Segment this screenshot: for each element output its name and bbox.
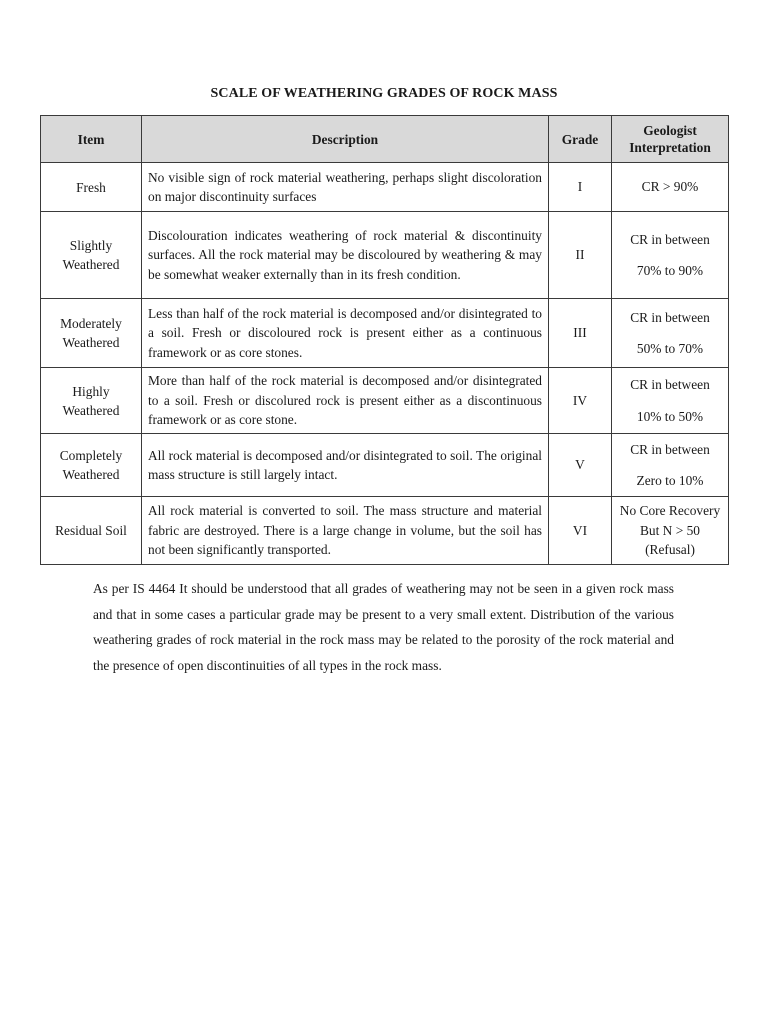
table-row [41,212,729,299]
row-interpretation [612,163,729,212]
interpretation-line: CR in between [630,377,710,392]
note-paragraph: As per IS 4464 It should be understood that all grades of weathering may not be seen in a given rock mass and that in some cases a particular grade may be present to a very small extent. Distribution of the various weathering grades of rock material in the rock mass may be related to the porosity of the rock material and the presence of open discontinuities of all types in the rock mass. [93,581,674,673]
table-row [41,434,729,497]
row-grade: I [549,163,612,212]
interpretation-range: 10% to 50% [636,408,704,424]
row-item: Moderately Weathered [41,299,142,368]
weathering-grades-table [40,115,729,565]
interpretation-range: 70% to 90% [636,263,704,278]
table-row [41,497,729,565]
row-grade: V [549,434,612,497]
table-row [41,299,729,368]
table-header-row [41,116,729,163]
row-grade: III [549,299,612,368]
row-description: No visible sign of rock material weathering, perhaps slight discoloration on major discontinuity surfaces [142,163,549,212]
row-description: Less than half of the rock material is decomposed and/or disintegrated to a soil. Fresh or discoloured rock is present either as a continuous framework or as core stones. [142,299,549,368]
header-interpretation: Geologist Interpretation [612,116,729,163]
row-interpretation [612,497,729,565]
page-title: SCALE OF WEATHERING GRADES OF ROCK MASS [210,86,558,101]
row-description: All rock material is converted to soil. The mass structure and material fabric are destroyed. There is a large change in volume, but the soil has not been significantly transported. [142,497,549,565]
interpretation-line: CR > 90% [641,179,699,195]
row-item: Fresh [41,163,142,212]
table-row [41,368,729,434]
header-description: Description [142,116,549,163]
interpretation-range: 50% to 70% [636,341,704,356]
interpretation-line: No Core Recovery But N > 50 (Refusal) [619,503,721,558]
header-item: Item [41,116,142,163]
row-item: Highly Weathered [41,368,142,434]
interpretation-range: Zero to 10% [636,473,704,488]
row-item: Residual Soil [41,497,142,565]
row-interpretation [612,212,729,299]
row-item: Completely Weathered [41,434,142,497]
row-grade: II [549,212,612,299]
row-description: All rock material is decomposed and/or disintegrated to soil. The original mass structure is still largely intact. [142,434,549,497]
row-description: More than half of the rock material is decomposed and/or disintegrated to a soil. Fresh or discolured rock is present either as a discontinuous framework or as core stone. [142,368,549,434]
row-interpretation [612,434,729,497]
row-grade: VI [549,497,612,565]
table-row [41,163,729,212]
interpretation-line: CR in between [630,231,710,247]
row-item: Slightly Weathered [41,212,142,299]
interpretation-line: CR in between [630,441,710,457]
row-interpretation [612,299,729,368]
row-description: Discolouration indicates weathering of rock material & discontinuity surfaces. All the rock material may be discoloured by weathering & may be somewhat weaker externally than in its fresh condition. [142,212,549,299]
interpretation-line: CR in between [630,309,710,325]
header-grade: Grade [549,116,612,163]
row-grade: IV [549,368,612,434]
row-interpretation [612,368,729,434]
